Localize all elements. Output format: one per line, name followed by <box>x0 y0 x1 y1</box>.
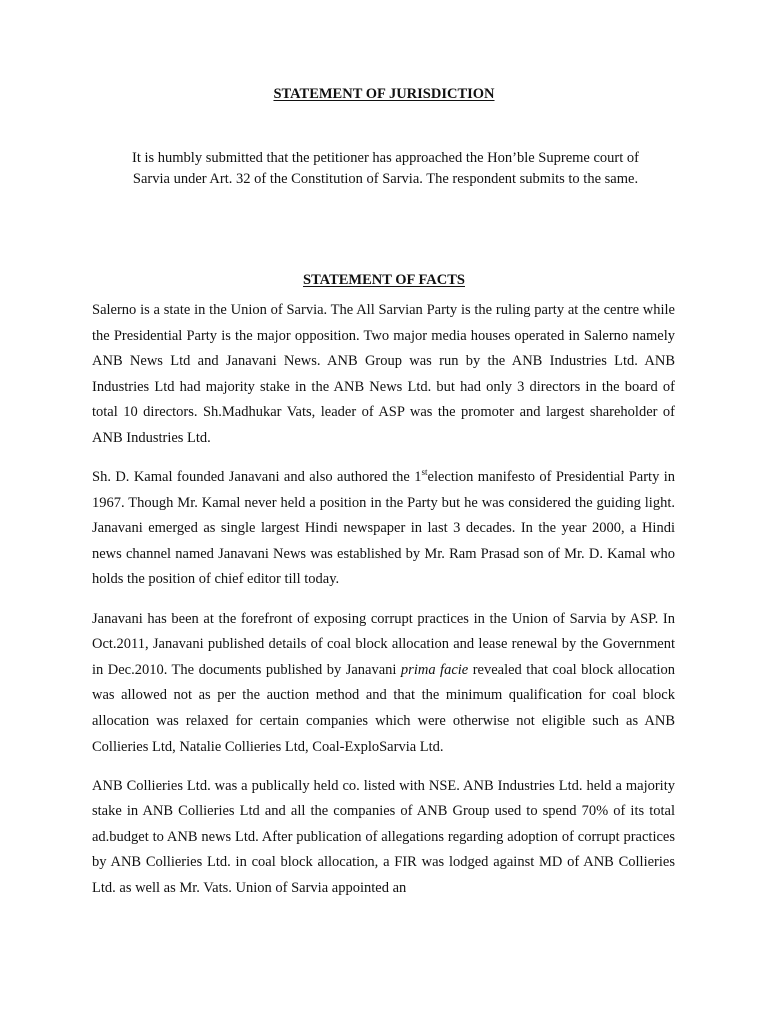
facts-heading: STATEMENT OF FACTS <box>303 272 465 288</box>
facts-paragraph-2 <box>92 465 675 593</box>
jurisdiction-paragraph: It is humbly submitted that the petitioner has approached the Hon’ble Supreme court of Sarvia under Art. 32 of the Constitution of Sarvia. The respondent submits to the same. <box>132 150 639 187</box>
facts-paragraph-2-rest: election manifesto of Presidential Party in 1967. Though Mr. Kamal never held a position in the Party but he was considered the guiding light. Janavani emerged as single largest Hindi newspaper in last 3 decades. In the year 2000, a Hindi news channel named Janavani News was established by Mr. Ram Prasad son of Mr. D. Kamal who holds the position of chief editor till today. <box>92 469 675 588</box>
facts-paragraph-4: ANB Collieries Ltd. was a publically held co. listed with NSE. ANB Industries Ltd. held a majority stake in ANB Collieries Ltd and all the companies of ANB Group used to spend 70% of its total ad.budget to ANB news Ltd. After publication of allegations regarding adoption of corrupt practices by ANB Collieries Ltd. in coal block allocation, a FIR was lodged against MD of ANB Collieries Ltd. as well as Mr. Vats. Union of Sarvia appointed an <box>92 777 675 896</box>
prima-facie-term: prima facie <box>400 661 469 678</box>
facts-paragraph-3 <box>92 607 675 761</box>
facts-body <box>92 298 675 915</box>
facts-paragraph-3-rest: revealed that coal block allocation was allowed not as per the auction method and that the minimum qualification for coal block allocation was relaxed for certain companies which were otherwise not eligible such as ANB Collieries Ltd, Natalie Collieries Ltd, Coal-ExploSarvia Ltd. <box>92 661 675 755</box>
facts-paragraph-2-start: Sh. D. Kamal founded Janavani and also authored the 1 <box>92 469 422 486</box>
jurisdiction-heading: STATEMENT OF JURISDICTION <box>273 86 495 102</box>
facts-paragraph-1: Salerno is a state in the Union of Sarvia. The All Sarvian Party is the ruling party at the centre while the Presidential Party is the major opposition. Two major media houses operated in Salerno namely ANB News Ltd and Janavani News. ANB Group was run by the ANB Industries Ltd. ANB Industries Ltd had majority stake in the ANB News Ltd. but had only 3 directors in the board of total 10 directors. Sh.Madhukar Vats, leader of ASP was the promoter and largest shareholder of ANB Industries Ltd. <box>92 302 675 446</box>
ordinal-suffix: st <box>421 467 428 478</box>
facts-paragraph-3-start: Janavani has been at the forefront of exposing corrupt practices in the Union of Sarvia by ASP. In Oct.2011, Janavani published details of coal block allocation and lease renewal by the Government in Dec.2010. The documents published by Janavani <box>92 610 675 678</box>
